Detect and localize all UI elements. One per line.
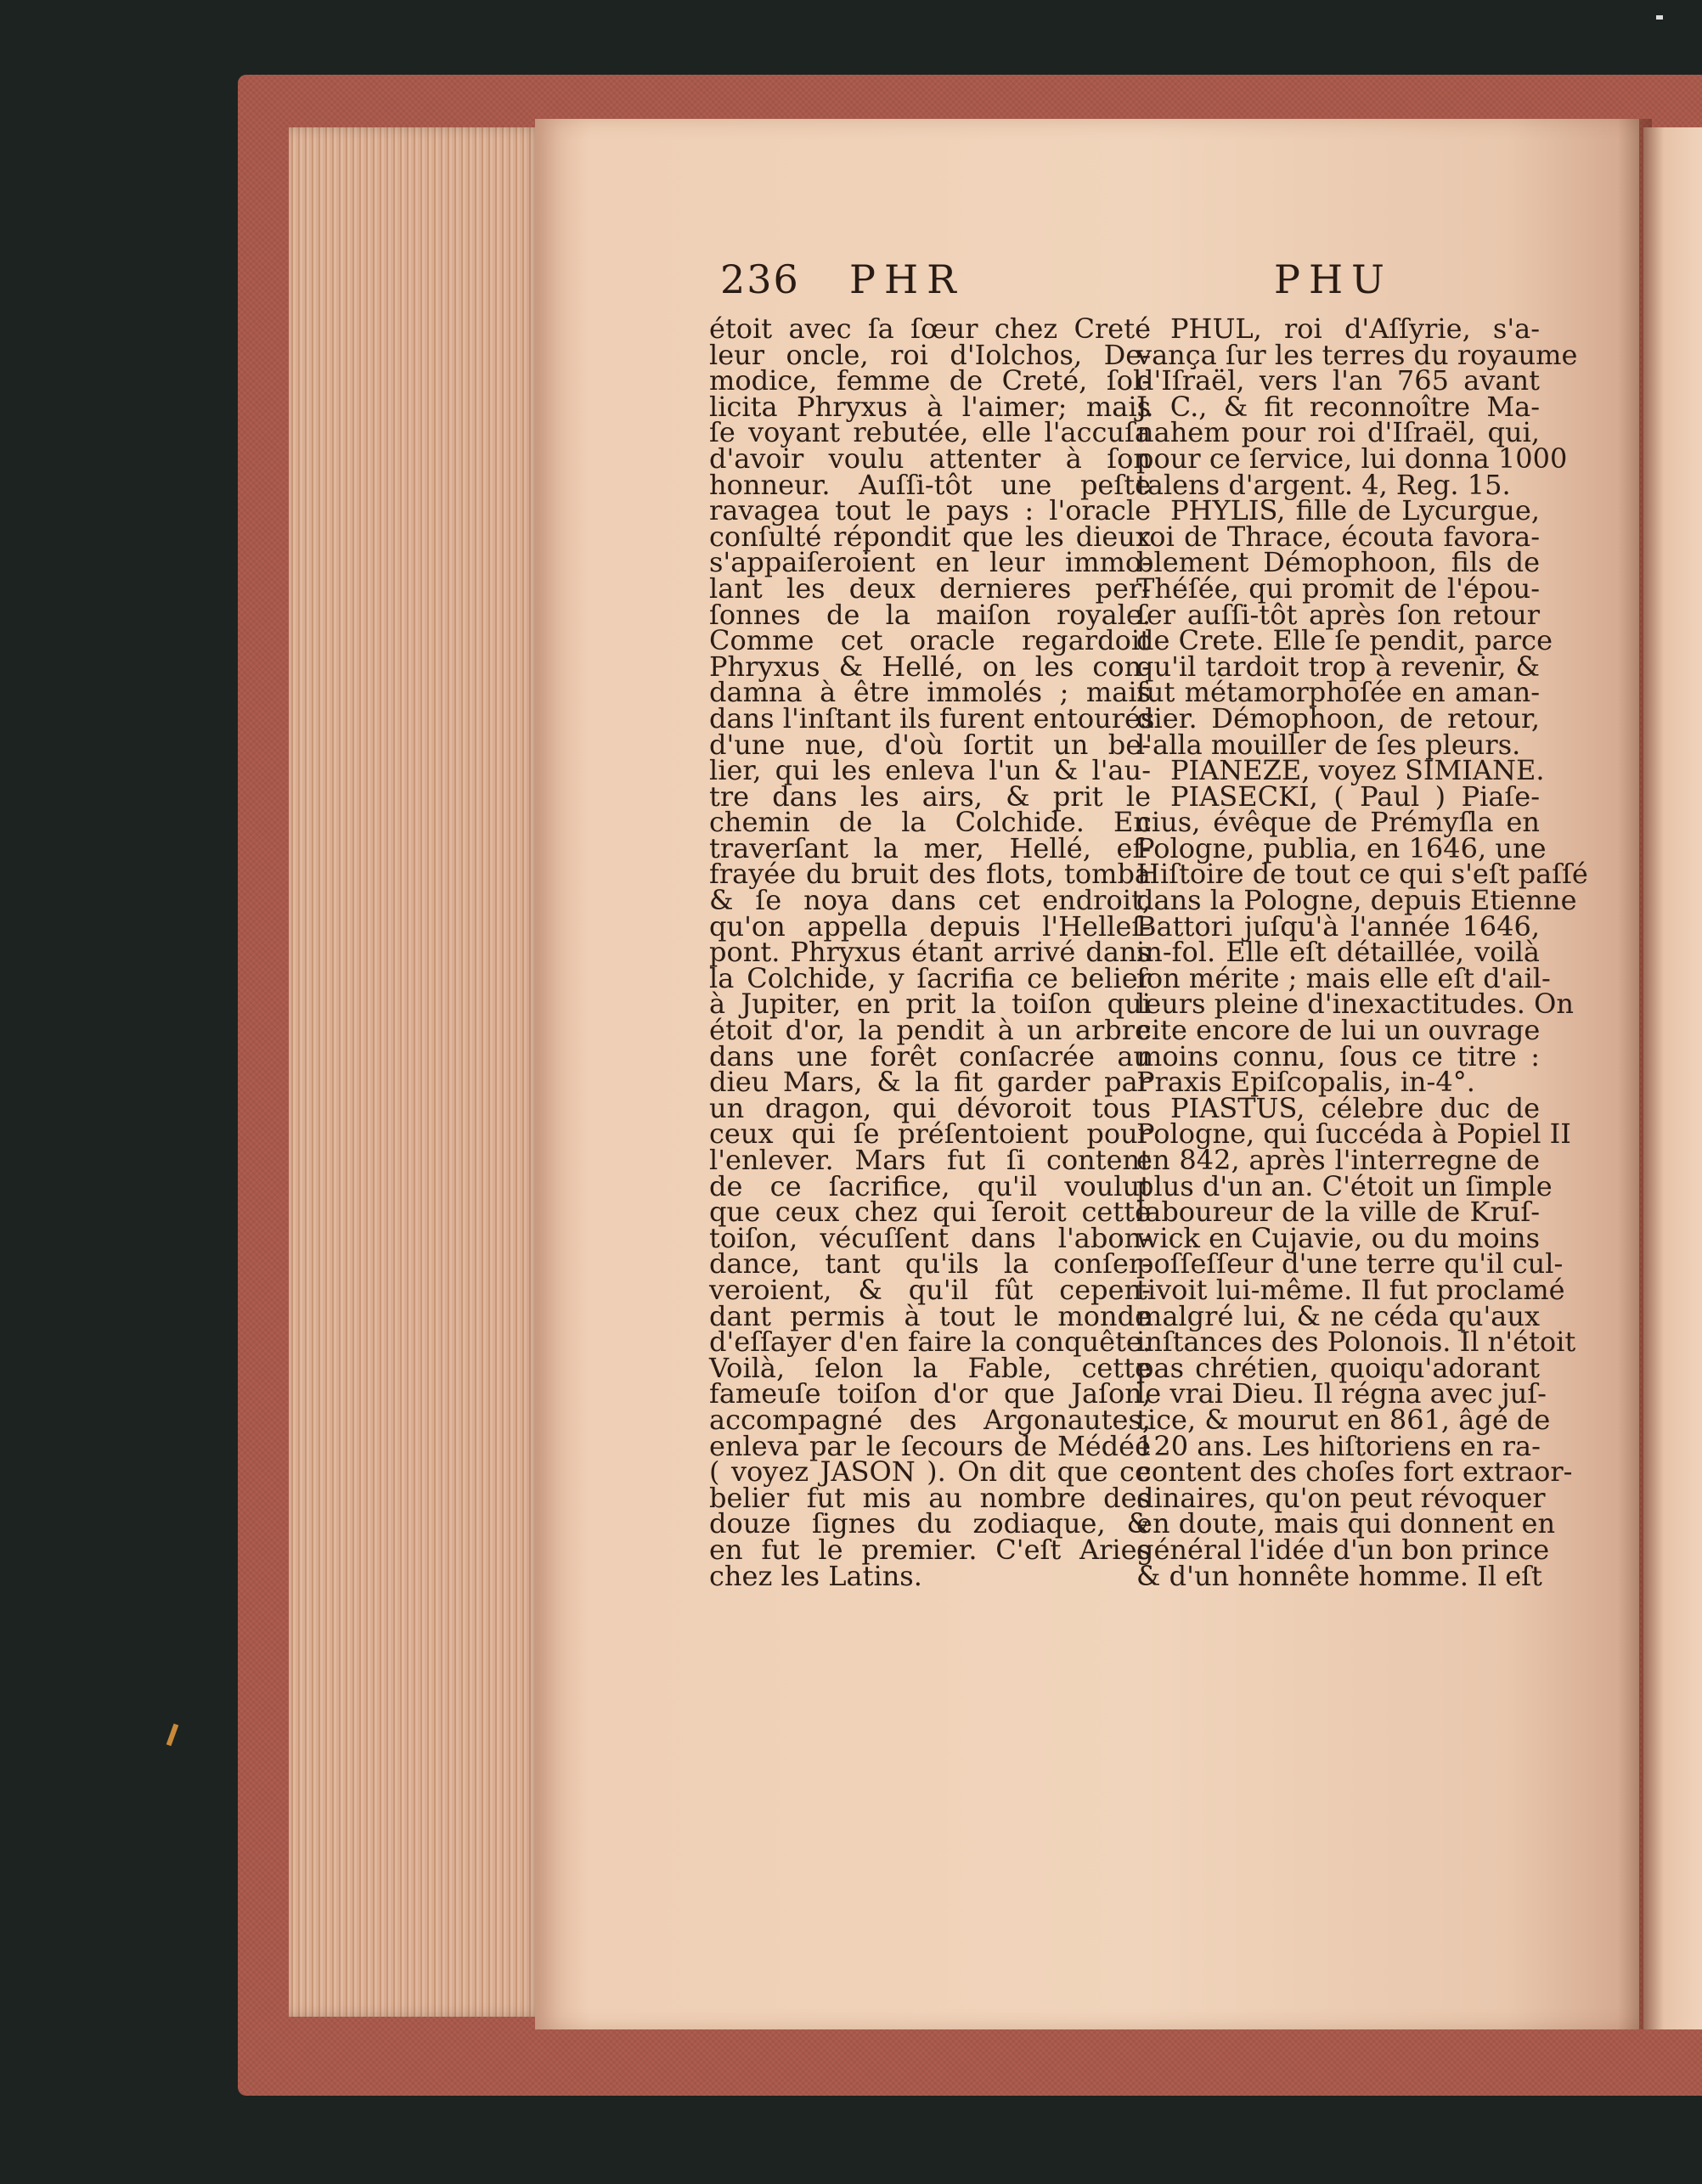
text-line: dinaires, qu'on peut révoquer <box>1136 1481 1546 1514</box>
text-line: en fut le premier. C'eſt Aries <box>709 1533 1151 1566</box>
text-line: roi de Thrace, écouta favora- <box>1136 520 1540 553</box>
text-line: leurs pleine d'inexactitudes. On <box>1136 988 1574 1021</box>
text-line: lant les deux dernieres per- <box>709 571 1151 605</box>
text-line: cius, évêque de Prémyſla en <box>1136 806 1540 839</box>
right-column <box>1136 312 1588 1592</box>
text-line: Voilà, ſelon la Fable, cette <box>709 1351 1151 1384</box>
text-line: fut métamorphoſée en aman- <box>1136 676 1540 709</box>
text-line: étoit avec ſa ſœur chez Creté <box>709 312 1151 345</box>
text-line: dance, tant qu'ils la conſer- <box>709 1247 1151 1281</box>
text-line: belier fut mis au nombre des <box>709 1481 1151 1514</box>
text-line: à Jupiter, en prit la toiſon qui <box>709 988 1151 1021</box>
text-line: PIANEZE, voyez SIMIANE. <box>1170 754 1545 787</box>
text-line: tice, & mourut en 861, âgé de <box>1136 1403 1551 1436</box>
text-line: 120 ans. Les hiſtoriens en ra- <box>1136 1429 1541 1462</box>
text-line: wick en Cujavie, ou du moins <box>1136 1221 1540 1254</box>
text-line: dans une forêt conſacrée au <box>709 1039 1151 1072</box>
text-line: traverſant la mer, Hellé, ef- <box>709 831 1151 864</box>
text-line: douze ſignes du zodiaque, & <box>709 1507 1151 1540</box>
text-line: de Crete. Elle ſe pendit, parce <box>1136 624 1553 657</box>
text-line: fameuſe toiſon d'or que Jaſon, <box>709 1377 1151 1410</box>
text-line: un dragon, qui dévoroit tous <box>709 1091 1151 1124</box>
text-line: poſſeſſeur d'une terre qu'il cul- <box>1136 1247 1564 1281</box>
text-line: accompagné des Argonautes, <box>709 1403 1151 1436</box>
text-line: veroient, & qu'il fût cepen- <box>709 1273 1151 1306</box>
text-line: ſer auſſi-tôt après ſon retour <box>1136 598 1540 631</box>
text-line: dieu Mars, & la fit garder par <box>709 1066 1151 1099</box>
text-line: en doute, mais qui donnent en <box>1136 1507 1556 1540</box>
text-line: Praxis Epiſcopalis, in-4°. <box>1136 1066 1475 1099</box>
text-line: leur oncle, roi d'Iolchos, De- <box>709 338 1151 371</box>
text-line: inſtances des Polonois. Il n'étoit <box>1136 1326 1576 1359</box>
text-line: lier, qui les enleva l'un & l'au- <box>709 754 1151 787</box>
text-line: vança ſur les terres du royaume <box>1136 338 1578 371</box>
text-line: dans la Pologne, depuis Etienne <box>1136 884 1577 917</box>
text-line: qu'il tardoit trop à revenir, & <box>1136 650 1540 683</box>
text-line: Théſée, qui promit de l'épou- <box>1136 571 1540 605</box>
text-line: ( voyez JASON ). On dit que ce <box>709 1455 1151 1489</box>
text-line: d'eſſayer d'en faire la conquête. <box>709 1326 1151 1359</box>
page-edges <box>289 127 544 2017</box>
page-number: 236 <box>720 256 800 302</box>
text-line: ceux qui ſe préſentoient pour <box>709 1117 1151 1151</box>
text-line: dans l'inſtant ils furent entourés <box>709 701 1155 735</box>
text-line: licita Phryxus à l'aimer; mais <box>709 390 1151 423</box>
text-line: en 842, après l'interregne de <box>1136 1144 1540 1176</box>
text-line: in-fol. Elle eſt détaillée, voilà <box>1136 936 1540 969</box>
text-line: le vrai Dieu. Il régna avec juſ- <box>1136 1377 1547 1410</box>
text-line: & ſe noya dans cet endroit, <box>709 884 1151 917</box>
text-line: damna à être immolés ; mais <box>709 676 1151 709</box>
text-line: blement Démophoon, fils de <box>1136 546 1540 579</box>
text-line: tre dans les airs, & prit le <box>709 780 1151 813</box>
fiber-speck <box>166 1724 179 1746</box>
text-line: frayée du bruit des flots, tomba <box>709 858 1151 891</box>
text-line: toiſon, vécuſſent dans l'abon- <box>709 1221 1151 1254</box>
text-line: PIASECKI, ( Paul ) Piaſe- <box>1170 780 1540 813</box>
text-line: malgré lui, & ne céda qu'aux <box>1136 1299 1540 1332</box>
text-line: J. C., & fit reconnoître Ma- <box>1136 390 1540 423</box>
text-line: général l'idée d'un bon prince <box>1136 1533 1550 1566</box>
text-line: cite encore de lui un ouvrage <box>1136 1014 1541 1047</box>
text-line: dant permis à tout le monde <box>709 1299 1151 1332</box>
text-line: Battori juſqu'à l'année 1646, <box>1136 909 1540 943</box>
text-line: Pologne, publia, en 1646, une <box>1136 831 1547 864</box>
text-line: PHYLIS, fille de Lycurgue, <box>1170 494 1540 527</box>
text-line: s'appaiſeroient en leur immo- <box>709 546 1151 579</box>
text-line: Hiſtoire de tout ce qui s'eſt paſſé <box>1136 858 1588 891</box>
text-line: d'Iſraël, vers l'an 765 avant <box>1136 364 1540 397</box>
text-line: ſe voyant rebutée, elle l'accuſa <box>709 416 1151 449</box>
left-column <box>709 312 1155 1592</box>
text-line: pas chrétien, quoiqu'adorant <box>1136 1351 1540 1384</box>
text-line: honneur. Auſſi-tôt une peſte <box>709 468 1151 501</box>
facing-page-edge <box>1643 127 1702 2029</box>
text-line: Phryxus & Hellé, on les con- <box>709 650 1151 683</box>
text-line: d'avoir voulu attenter à ſon <box>709 442 1151 475</box>
text-line: chez les Latins. <box>709 1559 922 1592</box>
text-line: ſonnes de la maiſon royale. <box>709 598 1151 631</box>
text-line: moins connu, ſous ce titre : <box>1136 1039 1540 1072</box>
text-line: talens d'argent. 4, Reg. 15. <box>1136 468 1511 501</box>
text-line: laboureur de la ville de Kruſ- <box>1136 1196 1540 1229</box>
text-line: & d'un honnête homme. Il eſt <box>1136 1559 1542 1592</box>
text-line: dier. Démophoon, de retour, <box>1136 701 1540 735</box>
text-line: Comme cet oracle regardoit <box>709 624 1151 657</box>
text-line: conſulté répondit que les dieux <box>709 520 1151 553</box>
text-line: ravagea tout le pays : l'oracle <box>709 494 1151 527</box>
text-line: modice, femme de Creté, ſol- <box>709 364 1151 397</box>
text-line: pont. Phryxus étant arrivé dans <box>709 936 1151 969</box>
text-line: PIASTUS, célebre duc de <box>1170 1091 1540 1124</box>
dust-speck <box>1656 15 1663 20</box>
text-line: content des choſes fort extraor- <box>1136 1455 1573 1489</box>
text-line: Pologne, qui ſuccéda à Popiel II <box>1136 1117 1571 1151</box>
text-line: d'une nue, d'où ſortit un be- <box>709 728 1151 761</box>
text-line: plus d'un an. C'étoit un ſimple <box>1136 1169 1553 1202</box>
text-line: tivoit lui-même. Il fut proclamé <box>1136 1273 1565 1306</box>
text-line: qu'on appella depuis l'Helleſ- <box>709 909 1151 943</box>
text-line: enleva par le ſecours de Médée <box>709 1429 1151 1462</box>
text-line: PHUL, roi d'Aſſyrie, s'a- <box>1170 312 1540 345</box>
text-line: l'enlever. Mars fut ſi content <box>709 1144 1151 1176</box>
text-line: ſon mérite ; mais elle eſt d'ail- <box>1136 961 1551 994</box>
text-line: que ceux chez qui ſeroit cette <box>709 1196 1151 1229</box>
text-line: la Colchide, y ſacrifia ce belier <box>709 961 1151 994</box>
right-running-head: PHU <box>1274 256 1393 302</box>
text-line: de ce ſacrifice, qu'il voulut <box>709 1169 1151 1202</box>
text-line: étoit d'or, la pendit à un arbre <box>709 1014 1151 1047</box>
left-running-head: PHR <box>849 256 965 302</box>
text-line: l'alla mouiller de ſes pleurs. <box>1136 728 1521 761</box>
text-line: pour ce ſervice, lui donna 1000 <box>1136 442 1568 475</box>
text-line: chemin de la Colchide. En <box>709 806 1151 839</box>
text-line: nahem pour roi d'Iſraël, qui, <box>1136 416 1540 449</box>
